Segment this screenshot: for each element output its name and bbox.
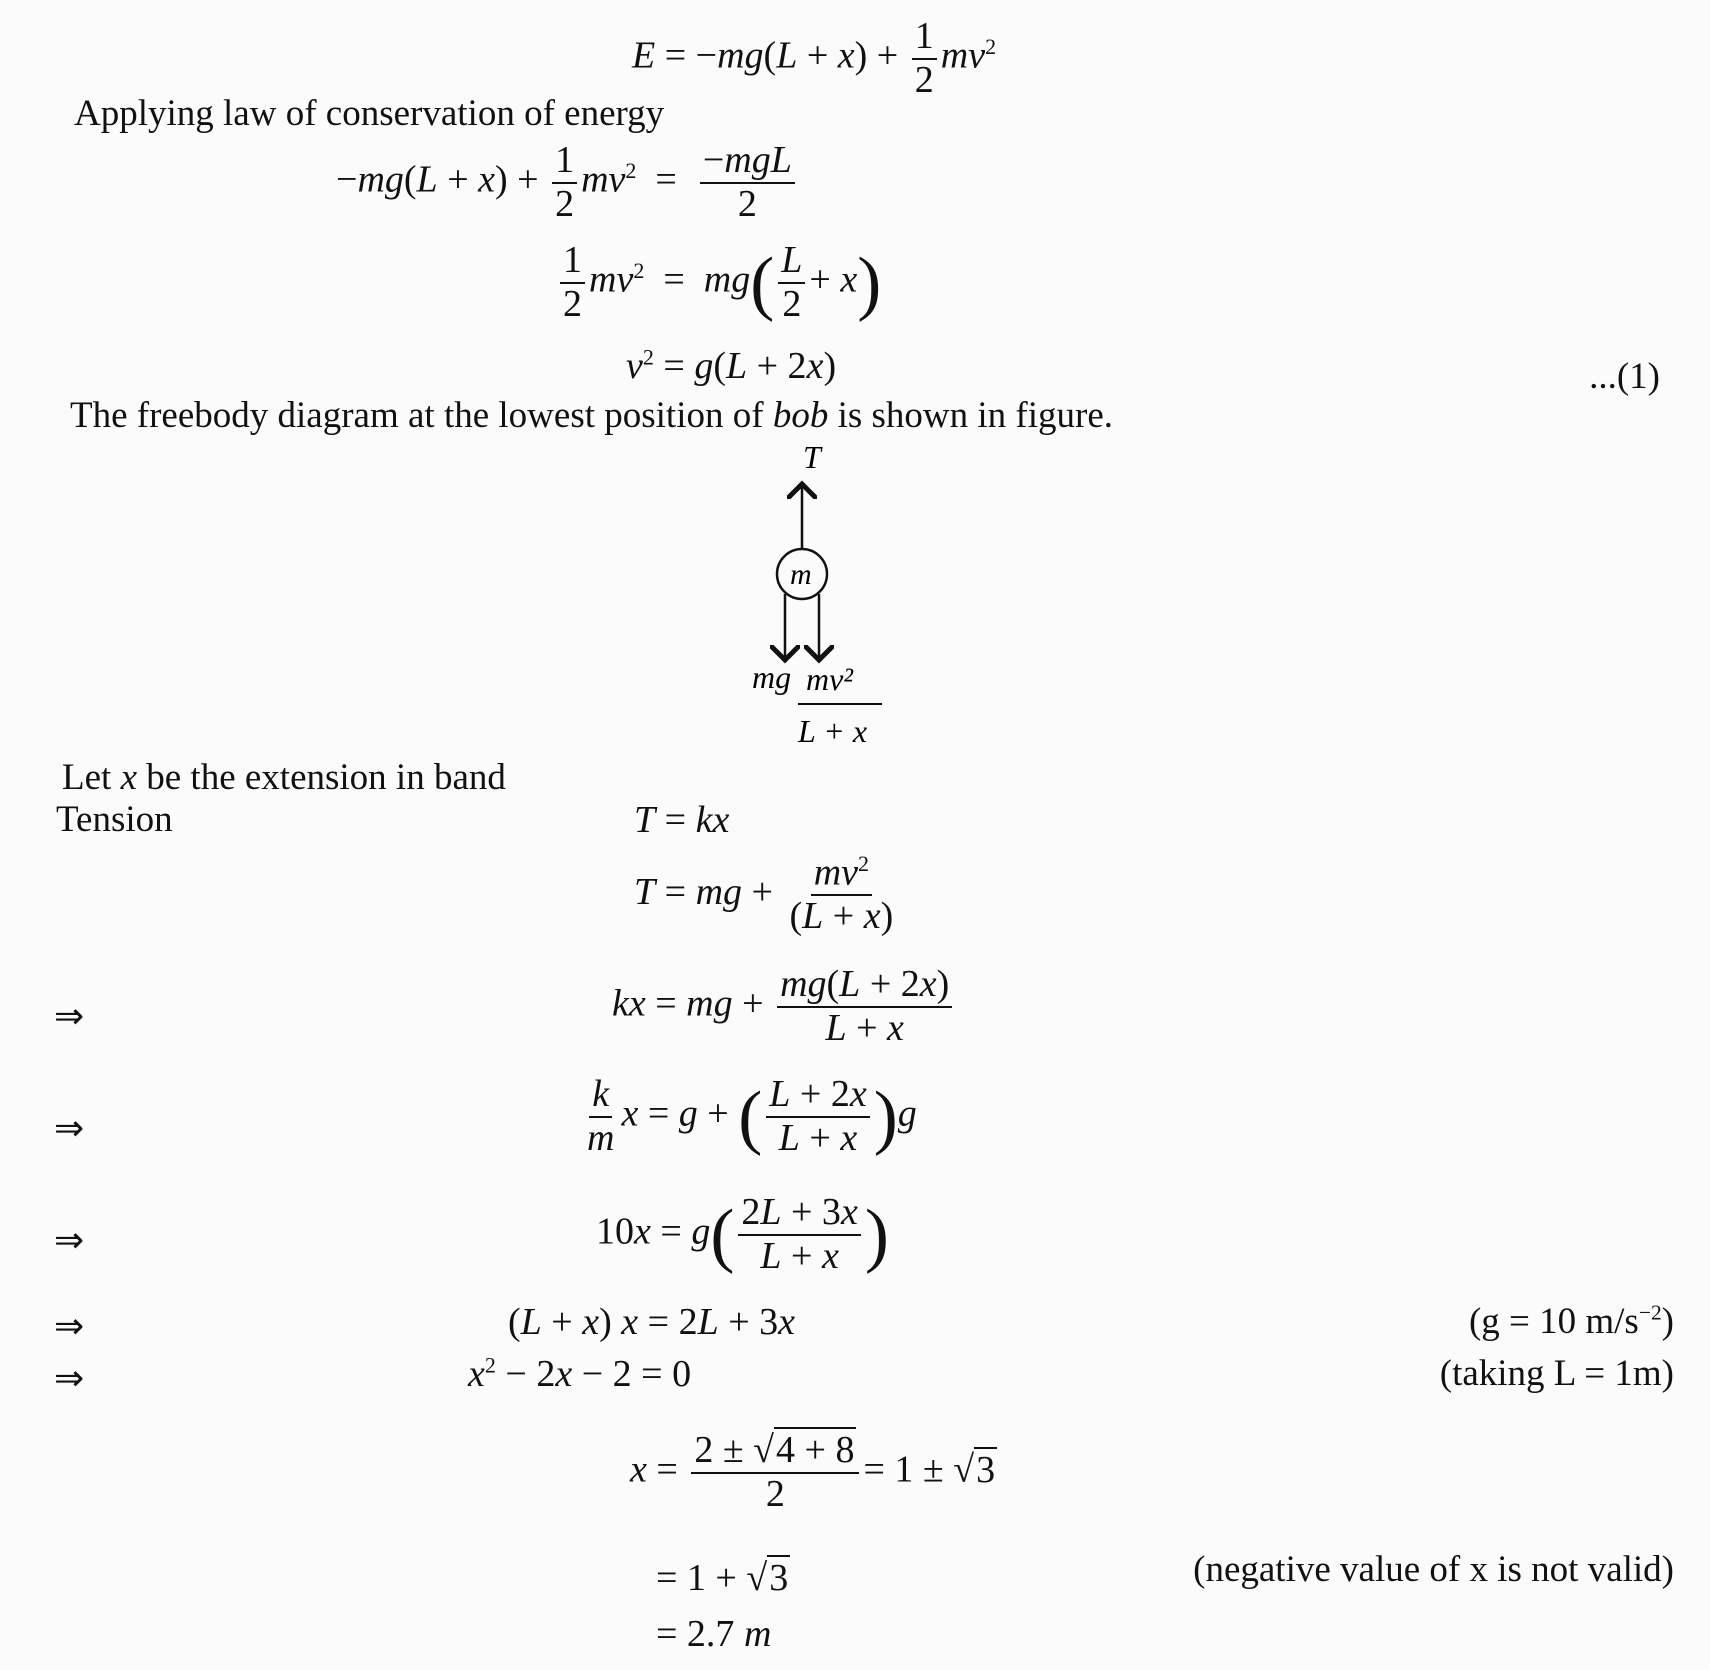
let-x-text: Let x be the extension in band bbox=[62, 757, 506, 798]
equation-t-sum: T = mg + $\frac{mv^2}{(L + x)}$ bbox=[634, 851, 894, 938]
freebody-diagram bbox=[720, 440, 920, 770]
equation-final: = 2.7 m bbox=[656, 1613, 772, 1655]
equation-quadratic: $x^2 - 2x - 2 = 0$ bbox=[468, 1352, 692, 1395]
implies-arrow-2: ⇒ bbox=[54, 1108, 85, 1149]
negative-value-note: (negative value of x is not valid) bbox=[1193, 1549, 1674, 1590]
equation-kx: kx = mg + $\frac{mg(L + 2x)}{L + x}$ bbox=[612, 964, 956, 1050]
equation-k-over-m: $\frac{k}{m}$ x = g + ( $\frac{L + 2x}{L + x}$ )g bbox=[587, 1073, 917, 1159]
equation-half-mv2: $\frac{1}{2}$ $mv^2 = mg$( $\frac{L}{2}$ + x) bbox=[556, 240, 881, 326]
equation-lx: (L + x) x = 2L + 3x bbox=[508, 1301, 796, 1343]
implies-arrow-4: ⇒ bbox=[54, 1306, 85, 1347]
taking-l-note: (taking L = 1m) bbox=[1439, 1353, 1674, 1394]
implies-arrow-5: ⇒ bbox=[54, 1358, 85, 1399]
equation-v-squared: $v^2 = g(L + 2x)$ bbox=[626, 344, 837, 387]
energy-law-heading: Applying law of conservation of energy bbox=[74, 93, 665, 134]
implies-arrow-3: ⇒ bbox=[54, 1220, 85, 1261]
equation-t-kx: T = kx bbox=[634, 799, 730, 841]
equation-solve: x = $\frac{2 \pm √4 + 8}{2}$ = 1 ± √3 bbox=[630, 1429, 996, 1515]
centripetal-denominator: L + x bbox=[798, 713, 868, 749]
equation-root: = 1 + √3 bbox=[656, 1557, 789, 1599]
tension-label: T bbox=[803, 440, 821, 475]
implies-arrow-1: ⇒ bbox=[54, 996, 85, 1037]
weight-label: mg bbox=[752, 659, 792, 695]
equation-reference-1: ...(1) bbox=[1589, 356, 1660, 397]
equation-energy-definition: E = −mg(L + x) + $\frac{1}{2}$ $mv^2$ bbox=[632, 15, 997, 101]
g-value-note: (g = 10 $m/s^{-2}$) bbox=[1468, 1300, 1674, 1342]
equation-conservation: −mg(L + x) + $\frac{1}{2}$ $mv^2$ = $\frac{\text{−mgL}}{2}$ bbox=[336, 140, 799, 226]
centripetal-numerator: mv² bbox=[806, 661, 853, 697]
equation-ten-x: 10x = g( $\frac{2L + 3x}{L + x}$ ) bbox=[596, 1191, 889, 1277]
tension-label-text: Tension bbox=[56, 799, 173, 840]
mass-label: m bbox=[790, 558, 812, 591]
freebody-sentence: The freebody diagram at the lowest position of bob is shown in figure. bbox=[70, 395, 1113, 436]
